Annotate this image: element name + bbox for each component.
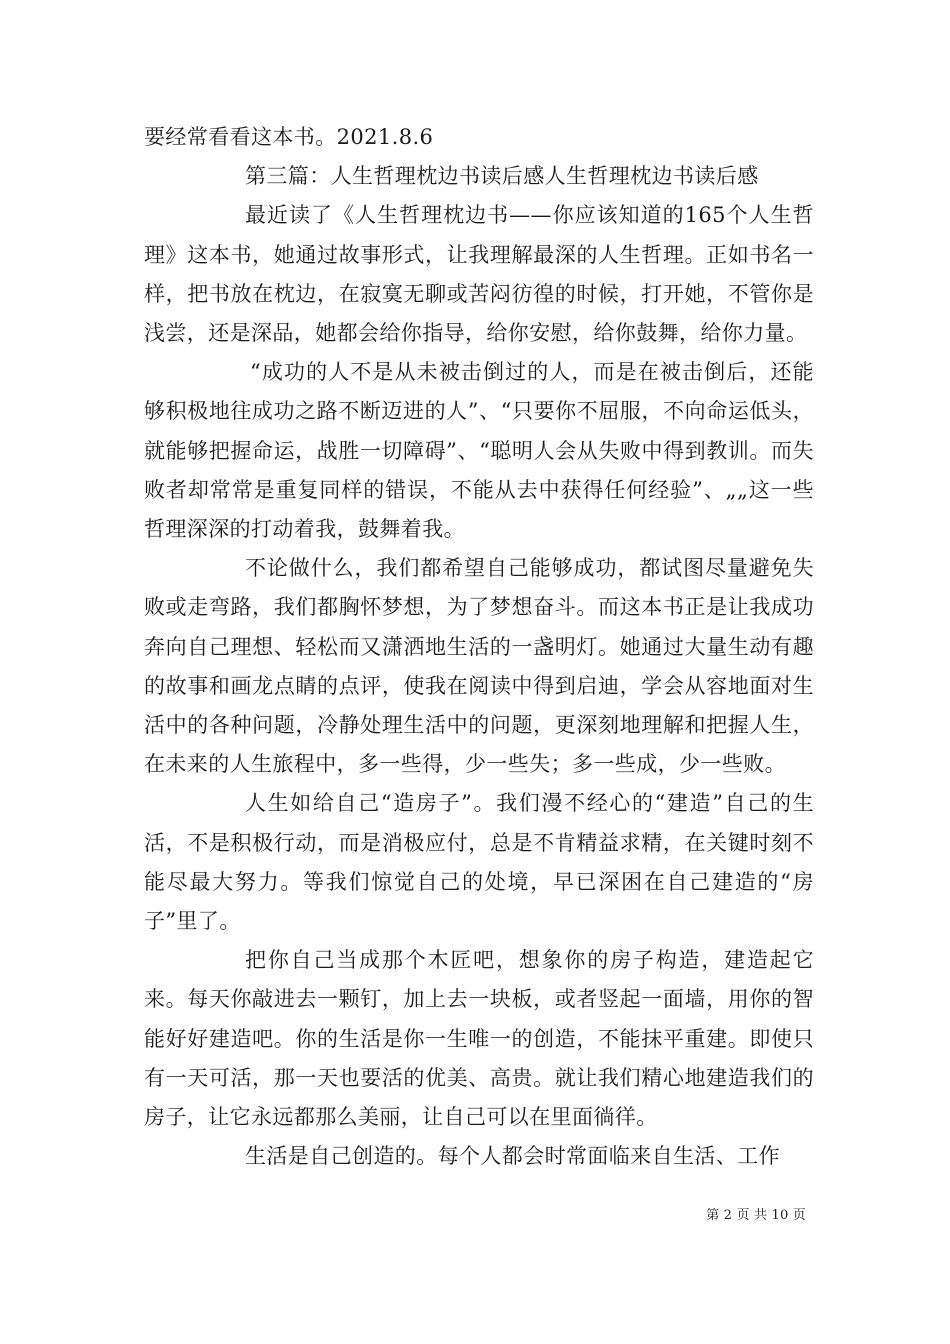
paragraph-success: 不论做什么，我们都希望自己能够成功，都试图尽量避免失败或走弯路，我们都胸怀梦想，为了梦想奋斗。而这本书正是让我成功奔向自己理想、轻松而又潇洒地生活的一盏明灯。她通过大量生动有趣的故事和画龙点睛的点评，使我在阅读中得到启迪，学会从容地面对生活中的各种问题，冷静处理生活中的问题，更深刻地理解和把握人生，在未来的人生旅程中，多一些得，少一些失；多一些成，少一些败。	[144, 556, 814, 777]
page-number: 第 2 页 共 10 页	[706, 1208, 806, 1223]
paragraph-continuation: 要经常看看这本书。2021.8.6	[144, 125, 434, 149]
body-text	[144, 118, 814, 1176]
paragraph-quotes: “成功的人不是从未被击倒过的人，而是在被击倒后，还能够积极地往成功之路不断迈进的人”、“只要你不屈服，不向命运低头，就能够把握命运，战胜一切障碍”、“聪明人会从失败中得到教训。而失败者却常常是重复同样的错误，不能从去中获得任何经验”、„„这一些哲理深深的打动着我，鼓舞着我。	[144, 360, 814, 542]
section-heading: 第三篇：人生哲理枕边书读后感人生哲理枕边书读后感	[245, 164, 759, 189]
paragraph-carpenter: 把你自己当成那个木匠吧，想象你的房子构造，建造起它来。每天你敲进去一颗钉，加上去一块板，或者竖起一面墙，用你的智能好好建造吧。你的生活是你一生唯一的创造，不能抹平重建。即使只有一天可活，那一天也要活的优美、高贵。就让我们精心地建造我们的房子，让它永远都那么美丽，让自己可以在里面徜徉。	[144, 948, 814, 1130]
paragraph-intro: 最近读了《人生哲理枕边书——你应该知道的165个人生哲理》这本书，她通过故事形式，让我理解最深的人生哲理。正如书名一样，把书放在枕边，在寂寞无聊或苦闷彷徨的时候，打开她，不管你是浅尝，还是深品，她都会给你指导，给你安慰，给你鼓舞，给你力量。	[144, 203, 814, 346]
paragraph-house: 人生如给自己“造房子”。我们漫不经心的“建造”自己的生活，不是积极行动，而是消极应付，总是不肯精益求精，在关键时刻不能尽最大努力。等我们惊觉自己的处境，早已深困在自己建造的“房子”里了。	[144, 791, 814, 934]
paragraph-life: 生活是自己创造的。每个人都会时常面临来自生活、工作	[245, 1144, 780, 1169]
